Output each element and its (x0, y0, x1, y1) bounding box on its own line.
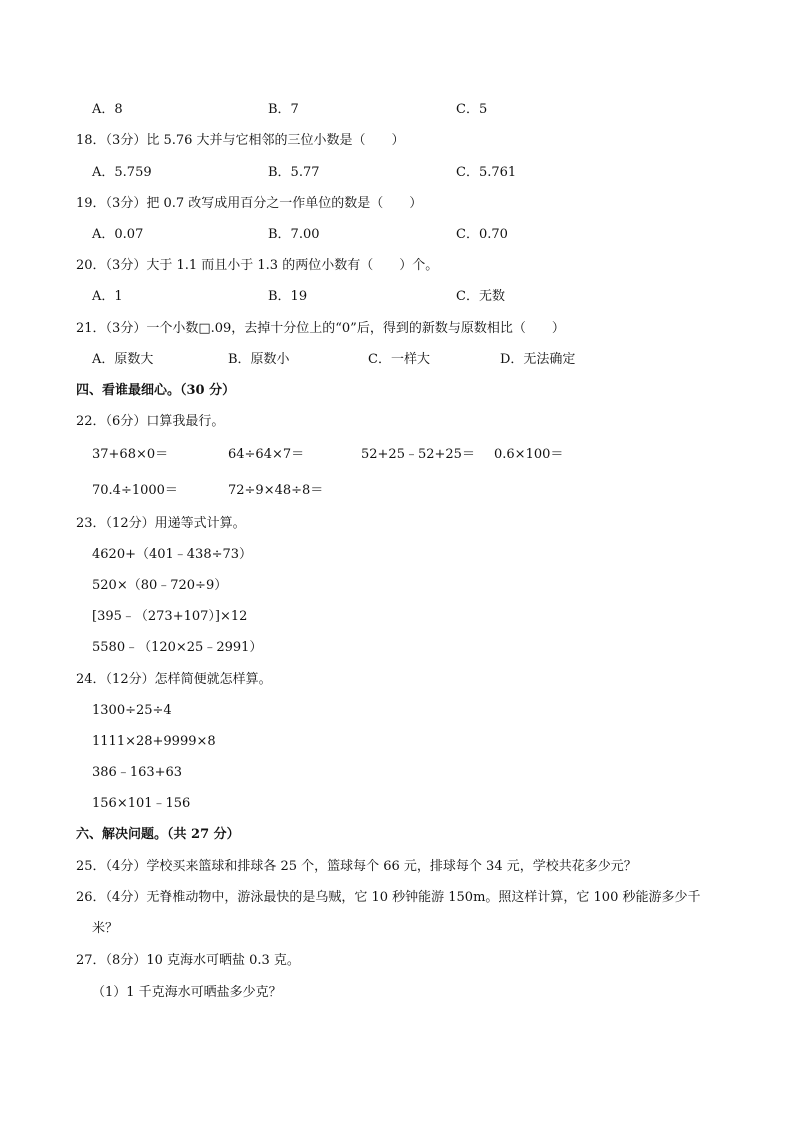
q19-stem: 19．（3分）把 0.7 改写成用百分之一作单位的数是（ ） (76, 196, 423, 211)
q22-item-3: 52+25﹣52+25＝ (361, 447, 475, 462)
q21-option-d: D．无法确定 (500, 352, 576, 367)
q19-option-c: C．0.70 (456, 227, 508, 242)
q24-item-3: 386﹣163+63 (92, 765, 183, 780)
section6-title: 六、解决问题。（共 27 分） (76, 827, 240, 842)
q22-item-1: 37+68×0＝ (92, 447, 169, 462)
q18-option-b: B．5.77 (268, 165, 320, 180)
q23-item-2: 520×（80﹣720÷9） (92, 578, 228, 593)
q27-stem: 27．（8分）10 克海水可晒盐 0.3 克。 (76, 953, 300, 968)
q27-sub-question-1: （1）1 千克海水可晒盐多少克？ (92, 985, 282, 1000)
q17-option-a: A．8 (92, 102, 123, 117)
q20-option-a: A．1 (92, 289, 123, 304)
q20-option-c: C．无数 (456, 289, 505, 304)
q23-stem: 23．（12分）用递等式计算。 (76, 516, 246, 531)
q18-option-a: A．5.759 (92, 165, 152, 180)
q19-option-b: B．7.00 (268, 227, 320, 242)
q25-stem: 25．（4分）学校买来篮球和排球各 25 个，篮球每个 66 元，排球每个 34 元，学校共花多少元？ (76, 859, 637, 874)
q19-option-a: A．0.07 (92, 227, 144, 242)
q20-option-b: B．19 (268, 289, 308, 304)
q17-option-b: B．7 (268, 102, 299, 117)
q21-option-a: A．原数大 (92, 352, 154, 367)
q20-stem: 20．（3分）大于 1.1 而且小于 1.3 的两位小数有（ ）个。 (76, 258, 439, 273)
q22-item-6: 72÷9×48÷8＝ (228, 483, 324, 498)
q21-option-c: C．一样大 (368, 352, 430, 367)
q21-stem: 21．（3分）一个小数□.09，去掉十分位上的“0”后，得到的新数与原数相比（ ） (76, 321, 565, 336)
q23-item-1: 4620+（401﹣438÷73） (92, 547, 253, 562)
section4-title: 四、看谁最细心。（30 分） (76, 383, 236, 398)
q26-stem-line2: 米？ (92, 921, 119, 936)
q23-item-4: 5580﹣（120×25﹣2991） (92, 640, 263, 655)
q18-option-c: C．5.761 (456, 165, 517, 180)
q22-item-2: 64÷64×7＝ (228, 447, 305, 462)
q22-item-4: 0.6×100＝ (494, 447, 564, 462)
q26-stem-line1: 26．（4分）无脊椎动物中，游泳最快的是乌贼，它 10 秒钟能游 150m。照这样计算，它 100 秒能游多少千 (76, 890, 701, 905)
q17-option-c: C．5 (456, 102, 488, 117)
q24-stem: 24．（12分）怎样简便就怎样算。 (76, 672, 272, 687)
q24-item-1: 1300÷25÷4 (92, 703, 172, 718)
q24-item-2: 1111×28+9999×8 (92, 734, 216, 749)
q21-option-b: B．原数小 (228, 352, 290, 367)
q18-stem: 18．（3分）比 5.76 大并与它相邻的三位小数是（ ） (76, 133, 405, 148)
q23-item-3: [395﹣（273+107）]×12 (92, 609, 248, 624)
q22-stem: 22．（6分）口算我最行。 (76, 414, 225, 429)
q22-item-5: 70.4÷1000＝ (92, 483, 178, 498)
q24-item-4: 156×101﹣156 (92, 796, 191, 811)
